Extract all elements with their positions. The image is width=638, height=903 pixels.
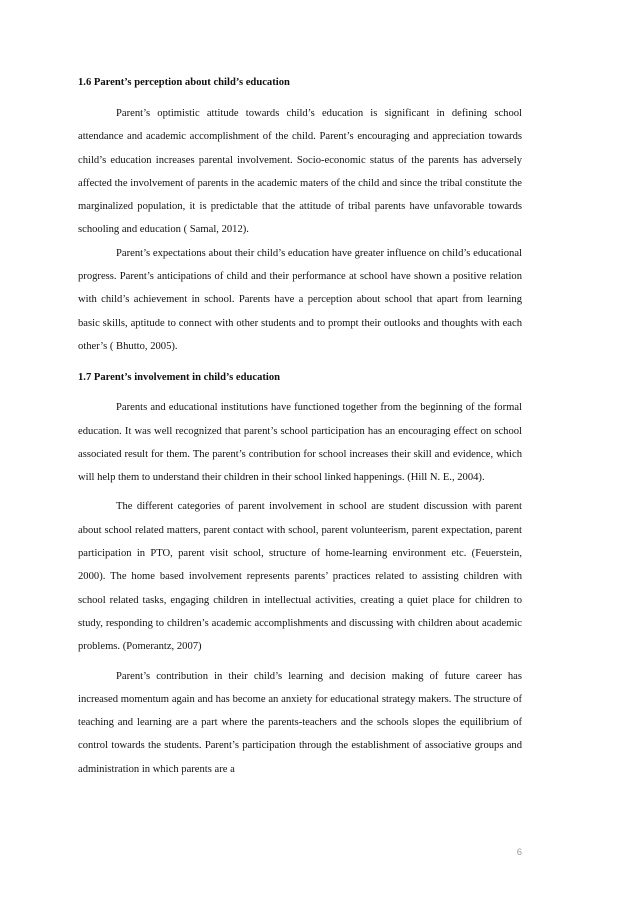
paragraph: Parents and educational institutions have functioned together from the beginning of the formal education. It was well recognized that parent’s school participation has an encouraging effect on school associated result for them. The parent’s contribution for school increases their skill and evidence, which will help them to understand their children in their school linked happenings. (Hill N. E., 2004). xyxy=(78,402,522,484)
paragraph: Parent’s contribution in their child’s learning and decision making of future career has increased momentum again and has become an anxiety for educational strategy makers. The structure of teaching and learning are a part where the parents-teachers and the schools slopes the equilibrium of control towards the students. Parent’s participation through the establishment of associative groups and administration in which parents are a xyxy=(78,670,522,775)
paragraph: Parent’s optimistic attitude towards child’s education is significant in defining school attendance and academic accomplishment of the child. Parent’s encouraging and appreciation towards child’s education increases parental involvement. Socio-economic status of the parents has adversely affected the involvement of parents in the academic maters of the child and since the tribal constitute the marginalized population, it is predictable that the attitude of tribal parents have unfavorable towards schooling and education ( Samal, 2012). xyxy=(78,108,522,236)
section-heading-1-6: 1.6 Parent’s perception about child’s education xyxy=(78,77,290,88)
page-body xyxy=(78,72,522,781)
page-number: 6 xyxy=(516,847,522,858)
paragraph: The different categories of parent involvement in school are student discussion with parent about school related matters, parent contact with school, parent volunteerism, parent expectation, parent participation in PTO, parent visit school, structure of home-learning environment etc. (Feuerstein, 2000). The home based involvement represents parents’ practices related to assisting children with school related tasks, engaging children in intellectual activities, creating a quiet place for children to study, responding to children’s academic accomplishments and discussing with children about academic problems. (Pomerantz, 2007) xyxy=(78,501,522,653)
paragraph: Parent’s expectations about their child’s education have greater influence on child’s educational progress. Parent’s anticipations of child and their performance at school have shown a positive relation with child’s achievement in school. Parents have a perception about school that apart from learning basic skills, aptitude to connect with other students and to prompt their outlooks and thoughts with each other’s ( Bhutto, 2005). xyxy=(78,247,522,352)
section-heading-1-7: 1.7 Parent’s involvement in child’s education xyxy=(78,372,281,384)
